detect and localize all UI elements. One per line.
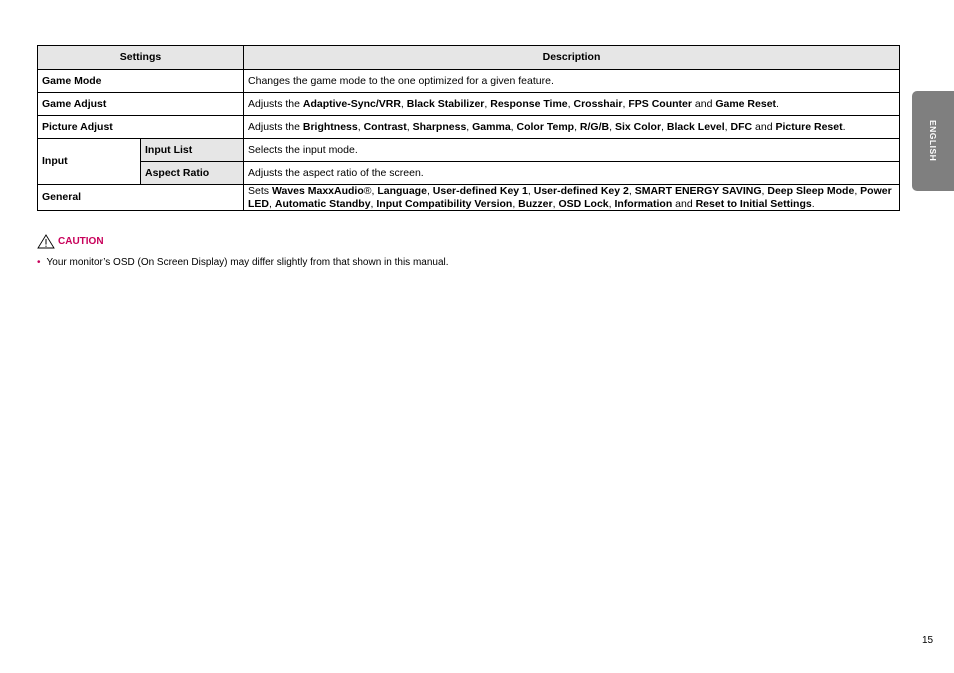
setting-term: Buzzer bbox=[518, 197, 553, 210]
setting-term: Picture Reset bbox=[775, 120, 843, 133]
bullet: • bbox=[37, 257, 41, 268]
header-description: Description bbox=[244, 46, 900, 70]
warning-triangle-icon bbox=[37, 234, 55, 249]
setting-term: DFC bbox=[730, 120, 753, 133]
row-desc-general: Sets Waves MaxxAudio®, Language, User-defined Key 1, User-defined Key 2, SMART ENERGY SAVING, Deep Sleep Mode, Power LED, Automatic Standby, Input Compatibility Version, Buzzer, OSD Lock, Information and Reset to Initial Settings. bbox=[244, 185, 900, 211]
setting-term: Response Time bbox=[490, 97, 568, 110]
row-label-general: General bbox=[38, 185, 244, 211]
setting-term: Power LED bbox=[248, 185, 892, 210]
setting-term: User-defined Key 1 bbox=[432, 185, 528, 197]
row-desc-aspect-ratio: Adjusts the aspect ratio of the screen. bbox=[244, 162, 900, 185]
setting-term: Six Color bbox=[614, 120, 662, 133]
setting-term: R/G/B bbox=[579, 120, 610, 133]
setting-term: User-defined Key 2 bbox=[533, 185, 629, 197]
setting-term: SMART ENERGY SAVING bbox=[634, 185, 762, 197]
caution-heading bbox=[37, 234, 104, 249]
caution-title: CAUTION bbox=[58, 236, 104, 247]
setting-term: Gamma bbox=[472, 120, 511, 133]
table-row bbox=[38, 70, 900, 93]
row-sublabel-input-list: Input List bbox=[141, 139, 244, 162]
setting-term: Reset to Initial Settings bbox=[695, 197, 812, 210]
setting-term: Automatic Standby bbox=[274, 197, 371, 210]
setting-term: Input Compatibility Version bbox=[376, 197, 513, 210]
setting-term: Color Temp bbox=[516, 120, 575, 133]
setting-term: OSD Lock bbox=[558, 197, 609, 210]
row-label-game-adjust: Game Adjust bbox=[38, 93, 244, 116]
page-number: 15 bbox=[922, 635, 934, 646]
settings-table bbox=[37, 45, 900, 211]
setting-term: Black Level bbox=[666, 120, 725, 133]
setting-term: Crosshair bbox=[573, 97, 623, 110]
setting-term: Waves MaxxAudio bbox=[271, 185, 364, 197]
row-label-picture-adjust: Picture Adjust bbox=[38, 116, 244, 139]
row-desc-game-mode: Changes the game mode to the one optimized for a given feature. bbox=[244, 70, 900, 93]
table-row bbox=[38, 139, 900, 162]
header-settings: Settings bbox=[38, 46, 244, 70]
row-desc-picture-adjust: Adjusts the Brightness, Contrast, Sharpness, Gamma, Color Temp, R/G/B, Six Color, Black Level, DFC and Picture Reset. bbox=[244, 116, 900, 139]
caution-note bbox=[37, 257, 449, 268]
row-sublabel-aspect-ratio: Aspect Ratio bbox=[141, 162, 244, 185]
language-side-tab bbox=[912, 91, 954, 191]
setting-term: Contrast bbox=[363, 120, 407, 133]
table-row bbox=[38, 185, 900, 211]
caution-note-text: Your monitor’s OSD (On Screen Display) may differ slightly from that shown in this manual. bbox=[46, 257, 449, 268]
table-row bbox=[38, 116, 900, 139]
setting-term: Information bbox=[614, 197, 673, 210]
setting-term: FPS Counter bbox=[628, 97, 692, 110]
setting-term: Deep Sleep Mode bbox=[767, 185, 855, 197]
row-desc-game-adjust: Adjusts the Adaptive-Sync/VRR, Black Stabilizer, Response Time, Crosshair, FPS Counter and Game Reset. bbox=[244, 93, 900, 116]
setting-term: Game Reset bbox=[715, 97, 777, 110]
setting-term: Language bbox=[377, 185, 427, 197]
setting-term: Adaptive-Sync/VRR bbox=[302, 97, 401, 110]
row-desc-input-list: Selects the input mode. bbox=[244, 139, 900, 162]
row-label-game-mode: Game Mode bbox=[38, 70, 244, 93]
table-row bbox=[38, 93, 900, 116]
table-header-row bbox=[38, 46, 900, 70]
row-label-input: Input bbox=[38, 139, 141, 185]
language-label: ENGLISH bbox=[928, 120, 938, 162]
table-row bbox=[38, 162, 900, 185]
setting-term: Brightness bbox=[302, 120, 358, 133]
setting-term: Sharpness bbox=[412, 120, 467, 133]
setting-term: Black Stabilizer bbox=[406, 97, 485, 110]
